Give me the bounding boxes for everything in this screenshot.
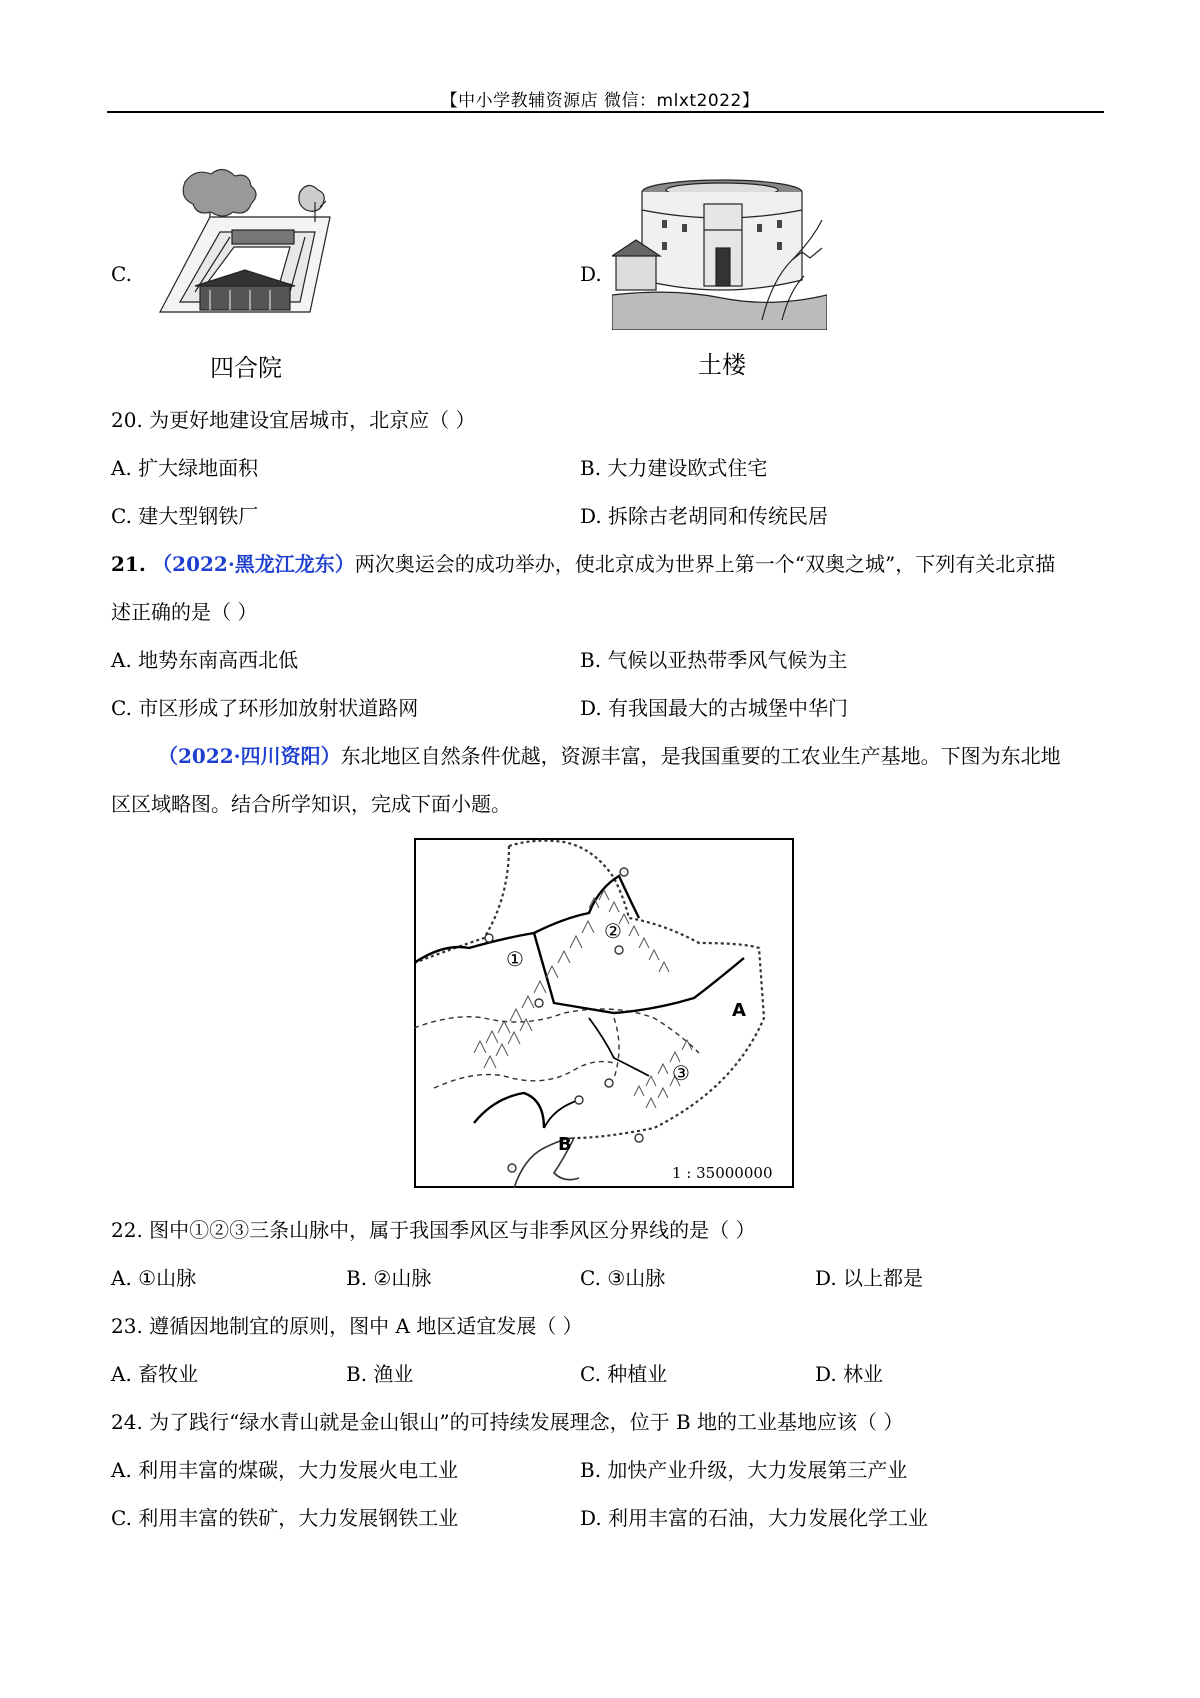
siheyuan-figure [150, 162, 340, 330]
q20-option-b: B. 大力建设欧式住宅 [580, 456, 768, 480]
intro-text: 东北地区自然条件优越，资源丰富，是我国重要的工农业生产基地。下图为东北地 [340, 744, 1061, 768]
q22-option-a: A. ①山脉 [111, 1266, 197, 1290]
q23-option-c: C. 种植业 [580, 1362, 668, 1386]
tulou-caption: 土楼 [698, 351, 746, 379]
q24-option-c: C. 利用丰富的铁矿，大力发展钢铁工业 [111, 1506, 459, 1530]
map-label-mountain-3: ③ [672, 1061, 690, 1085]
q21-stem-line1 [111, 552, 1055, 576]
q21-option-b: B. 气候以亚热带季风气候为主 [580, 648, 848, 672]
q24-option-a: A. 利用丰富的煤碳，大力发展火电工业 [111, 1458, 459, 1482]
map-scale: 1 : 35000000 [672, 1164, 773, 1182]
map-label-b: B [558, 1134, 572, 1155]
q21-stem-line2: 述正确的是（ ） [111, 600, 258, 624]
siheyuan-caption: 四合院 [210, 354, 282, 382]
page-header: 【中小学教辅资源店 微信：mlxt2022】 [440, 91, 760, 111]
q21-option-c: C. 市区形成了环形加放射状道路网 [111, 696, 419, 720]
map-label-a: A [732, 1000, 746, 1021]
tulou-figure [612, 170, 827, 330]
q21-option-d: D. 有我国最大的古城堡中华门 [580, 696, 849, 720]
option-d-label: D. [580, 262, 602, 286]
q24-option-b: B. 加快产业升级，大力发展第三产业 [580, 1458, 908, 1482]
q22-option-d: D. 以上都是 [815, 1266, 924, 1290]
option-c-label: C. [111, 262, 132, 286]
intro-line1 [158, 744, 1061, 768]
q23-option-d: D. 林业 [815, 1362, 884, 1386]
q21-source: （2022·黑龙江龙东） [152, 552, 355, 576]
q21-number: 21. [111, 552, 146, 576]
q24-option-d: D. 利用丰富的石油，大力发展化学工业 [580, 1506, 929, 1530]
q23-stem: 23. 遵循因地制宜的原则，图中 A 地区适宜发展（ ） [111, 1314, 583, 1338]
q23-option-a: A. 畜牧业 [111, 1362, 199, 1386]
q20-option-a: A. 扩大绿地面积 [111, 456, 259, 480]
map-label-mountain-2: ② [604, 919, 622, 943]
q22-option-b: B. ②山脉 [346, 1266, 432, 1290]
northeast-map [414, 838, 794, 1188]
map-label-mountain-1: ① [506, 947, 524, 971]
q22-option-c: C. ③山脉 [580, 1266, 666, 1290]
q20-option-d: D. 拆除古老胡同和传统民居 [580, 504, 829, 528]
intro-source: （2022·四川资阳） [158, 744, 341, 768]
q23-option-b: B. 渔业 [346, 1362, 414, 1386]
q21-stem-text: 两次奥运会的成功举办，使北京成为世界上第一个“双奥之城”，下列有关北京描 [354, 552, 1056, 576]
q20-option-c: C. 建大型钢铁厂 [111, 504, 259, 528]
header-rule [107, 111, 1104, 113]
q21-option-a: A. 地势东南高西北低 [111, 648, 299, 672]
q24-stem: 24. 为了践行“绿水青山就是金山银山”的可持续发展理念，位于 B 地的工业基地应该（ ） [111, 1410, 904, 1434]
q20-stem: 20. 为更好地建设宜居城市，北京应（ ） [111, 408, 476, 432]
q22-stem: 22. 图中①②③三条山脉中，属于我国季风区与非季风区分界线的是（ ） [111, 1218, 756, 1242]
intro-line2: 区区域略图。结合所学知识，完成下面小题。 [111, 792, 511, 816]
